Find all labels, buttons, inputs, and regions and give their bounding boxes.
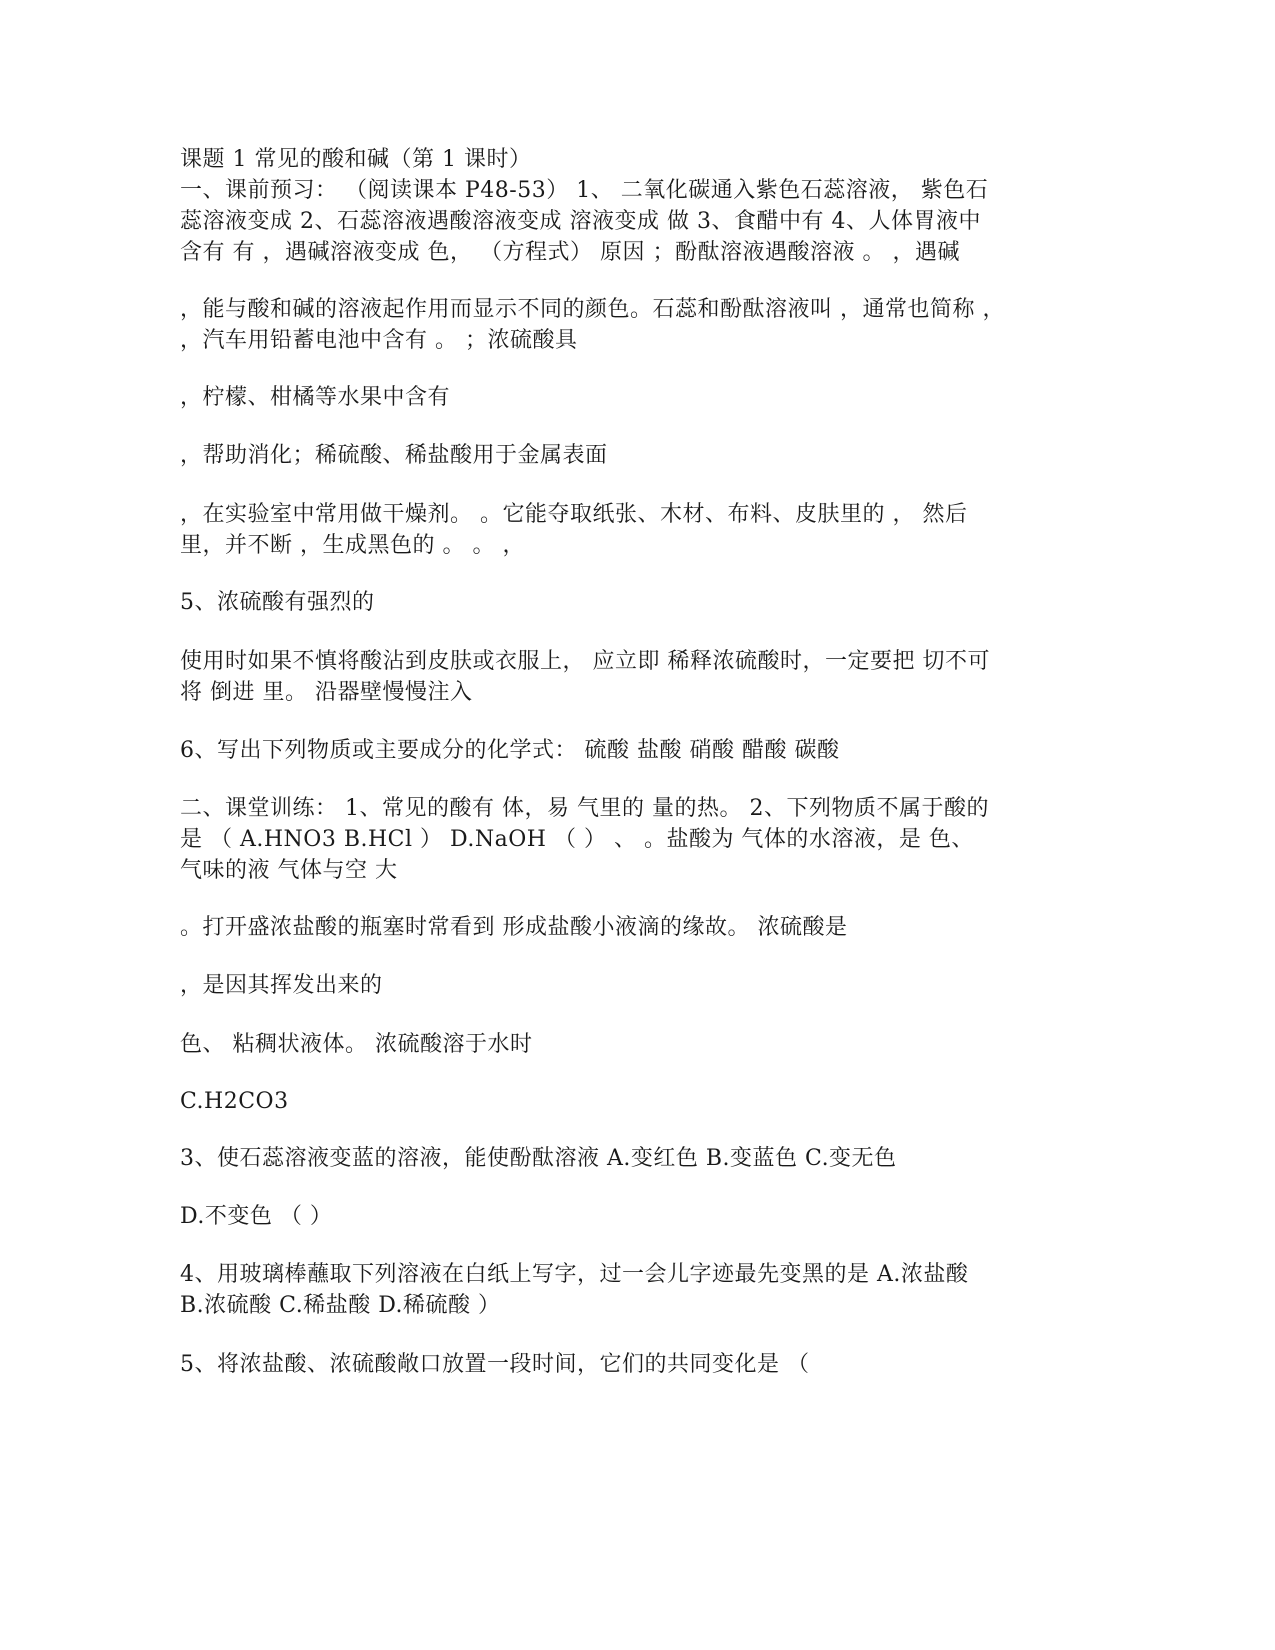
text-line: 色、 粘稠状液体。 浓硫酸溶于水时 [180, 1032, 533, 1057]
paragraph [180, 440, 1100, 471]
text-line: 使用时如果不慎将酸沾到皮肤或衣服上， 应立即 稀释浓硫酸时，一定要把 切不可 [180, 649, 990, 674]
paragraph [180, 646, 1100, 708]
text-line: 5、将浓盐酸、浓硫酸敞口放置一段时间，它们的共同变化是 （ [180, 1352, 810, 1377]
text-line: D.不变色 （ ） [180, 1204, 333, 1229]
text-line: ，汽车用铅蓄电池中含有 。 ；浓硫酸具 [180, 328, 578, 353]
text-line: 含有 有 ，遇碱溶液变成 色， （方程式） 原因 ；酚酞溶液遇酸溶液 。 ，遇碱 [180, 240, 960, 265]
paragraph [180, 1029, 1100, 1060]
text-line: ，柠檬、柑橘等水果中含有 [180, 385, 451, 410]
text-line-title: 课题 1 常见的酸和碱（第 1 课时） [180, 147, 532, 172]
text-line: 3、使石蕊溶液变蓝的溶液，能使酚酞溶液 A.变红色 B.变蓝色 C.变无色 [180, 1146, 897, 1171]
paragraph-preview-intro [180, 144, 1100, 268]
text-line: ，在实验室中常用做干燥剂。 。它能夺取纸张、木材、布料、皮肤里的 ， 然后 [180, 502, 968, 527]
text-line: 6、写出下列物质或主要成分的化学式： 硫酸 盐酸 硝酸 醋酸 碳酸 [180, 738, 840, 763]
paragraph [180, 587, 1100, 618]
text-line: C.H2CO3 [180, 1089, 289, 1114]
paragraph [180, 294, 1100, 356]
text-line: 气味的液 气体与空 大 [180, 858, 398, 883]
paragraph [180, 912, 1100, 943]
text-line: 4、用玻璃棒蘸取下列溶液在白纸上写字，过一会儿字迹最先变黑的是 A.浓盐酸 [180, 1262, 969, 1287]
text-line: 二、课堂训练： 1、常见的酸有 体，易 气里的 量的热。 2、下列物质不属于酸的 [180, 796, 989, 821]
text-line: B.浓硫酸 C.稀盐酸 D.稀硫酸 ） [180, 1293, 501, 1318]
paragraph [180, 1086, 1100, 1117]
text-line: 。打开盛浓盐酸的瓶塞时常看到 形成盐酸小液滴的缘故。 浓硫酸是 [180, 915, 848, 940]
text-line: 是 （ A.HNO3 B.HCl ） D.NaOH （ ） 、 。盐酸为 气体的水溶液，是 色、 [180, 827, 974, 852]
text-line: ，是因其挥发出来的 [180, 973, 383, 998]
text-line: 一、课前预习： （阅读课本 P48-53） 1、 二氧化碳通入紫色石蕊溶液， 紫色石 [180, 178, 989, 203]
paragraph-question-3 [180, 1143, 1100, 1174]
text-line: ，能与酸和碱的溶液起作用而显示不同的颜色。石蕊和酚酞溶液叫 ，通常也简称 ， [180, 297, 1005, 322]
paragraph [180, 1201, 1100, 1232]
text-line: 5、浓硫酸有强烈的 [180, 590, 375, 615]
paragraph [180, 382, 1100, 413]
paragraph [180, 499, 1100, 561]
paragraph [180, 735, 1100, 766]
paragraph [180, 970, 1100, 1001]
text-line: ，帮助消化；稀硫酸、稀盐酸用于金属表面 [180, 443, 608, 468]
text-line: 蕊溶液变成 2、石蕊溶液遇酸溶液变成 溶液变成 做 3、食醋中有 4、人体胃液中 [180, 209, 981, 234]
text-line: 里，并不断 ，生成黑色的 。 。 ， [180, 533, 525, 558]
text-line: 将 倒进 里。 沿器壁慢慢注入 [180, 680, 473, 705]
paragraph-question-4 [180, 1259, 1100, 1321]
paragraph-question-5 [180, 1349, 1100, 1380]
paragraph-classroom-training [180, 793, 1100, 886]
